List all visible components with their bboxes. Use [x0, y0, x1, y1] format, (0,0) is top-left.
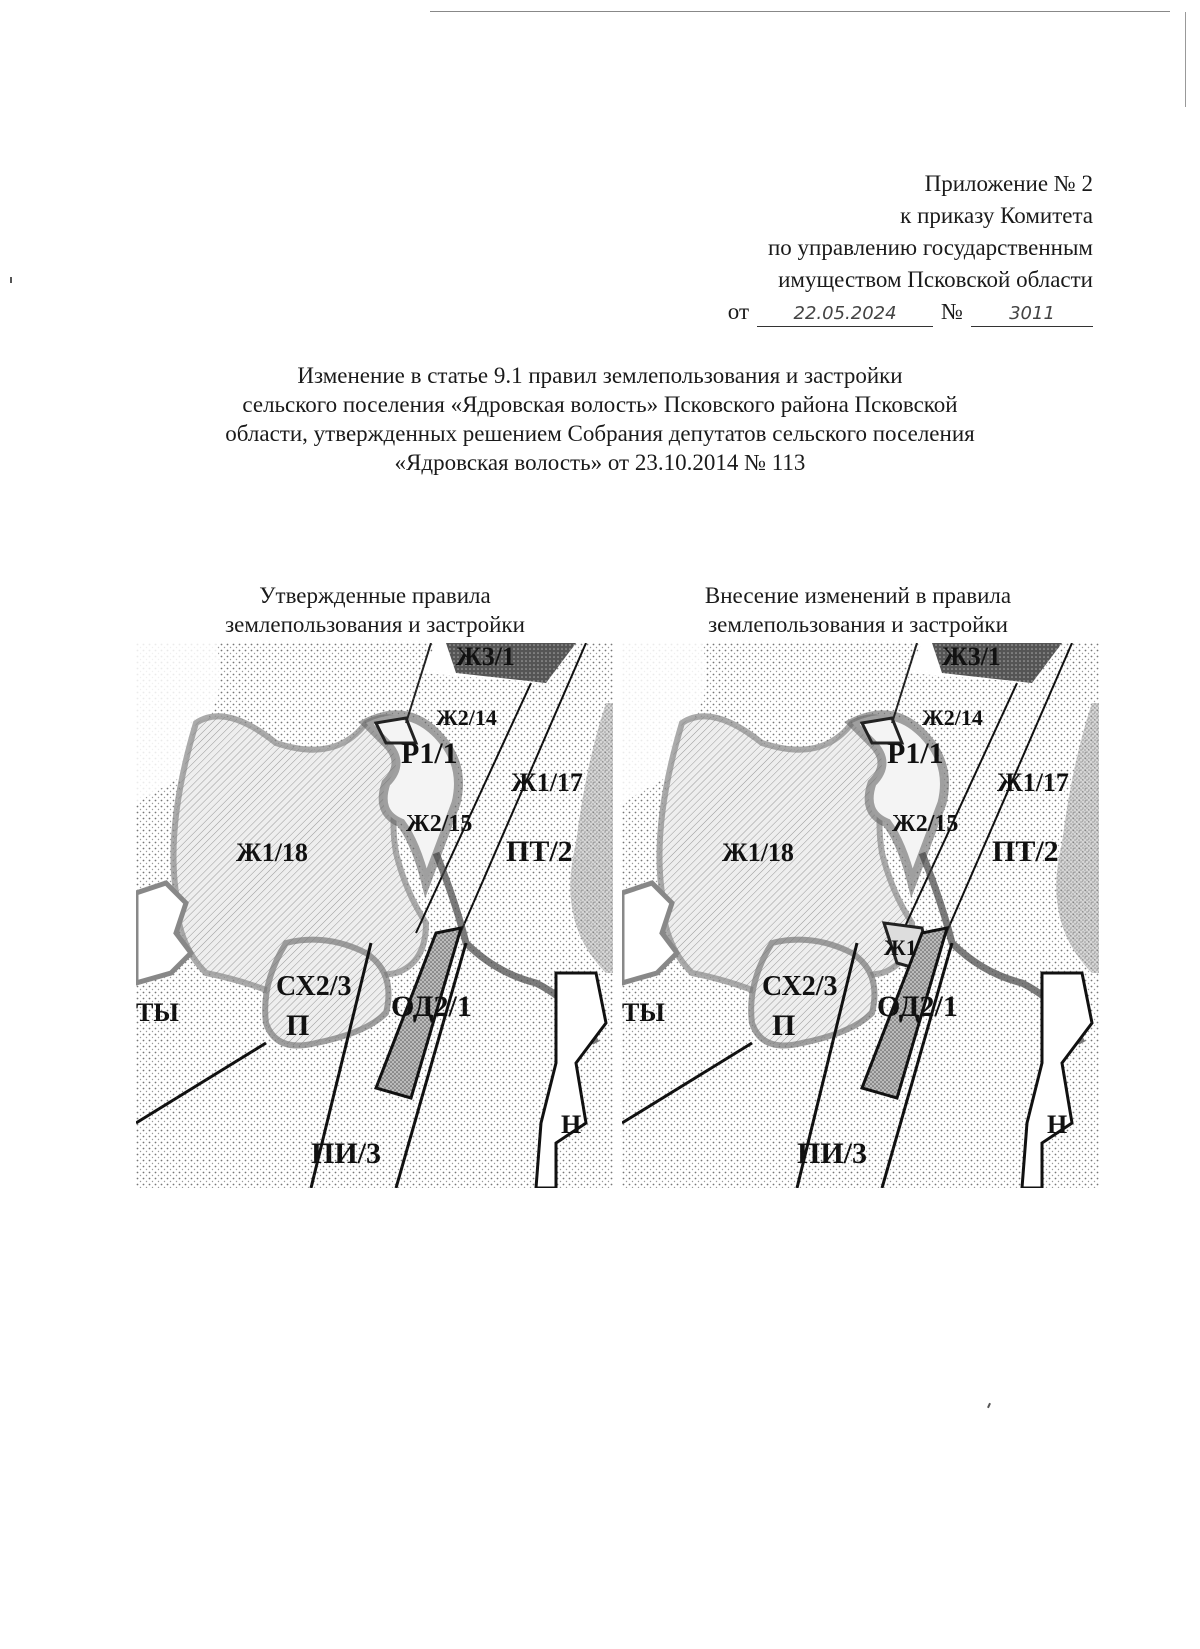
label-sx2-3: СХ2/3 [276, 971, 352, 1002]
caption-line: землепользования и застройки [225, 612, 525, 637]
label-ty: ТЫ [622, 998, 665, 1027]
scan-speck [987, 1403, 991, 1408]
label-zh2-14: Ж2/14 [436, 705, 497, 730]
zoning-map-right [622, 643, 1099, 1188]
title-line: Изменение в статье 9.1 правил землепользования и застройки [297, 363, 903, 388]
label-r1-1: Р1/1 [401, 737, 458, 770]
appendix-order-ref: к приказу Комитета [900, 203, 1093, 228]
appendix-number: Приложение № 2 [924, 171, 1093, 196]
handwritten-number: 3011 [971, 302, 1093, 327]
number-label: № [941, 299, 963, 324]
label-zh1-18: Ж1/18 [722, 838, 794, 867]
scan-edge-line [430, 11, 1170, 12]
label-zh1-17: Ж1/17 [997, 768, 1069, 797]
label-zh1-17: Ж1/17 [511, 768, 583, 797]
label-od2-1: ОД2/1 [877, 990, 958, 1023]
scan-edge-line [1185, 12, 1186, 107]
appendix-header [728, 168, 1093, 328]
title-line: области, утвержденных решением Собрания депутатов сельского поселения [225, 421, 975, 446]
label-zh3-1: Ж3/1 [456, 643, 515, 671]
label-zh1: Ж1 [884, 935, 917, 960]
left-map-caption [190, 581, 560, 639]
label-pt-2: ПТ/2 [992, 835, 1059, 868]
scan-speck [10, 277, 12, 283]
zoning-map-left [136, 643, 613, 1188]
title-line: «Ядровская волость» от 23.10.2014 № 113 [394, 450, 806, 475]
label-zh2-15: Ж2/15 [892, 811, 959, 837]
label-zh1-18: Ж1/18 [236, 838, 308, 867]
label-pi-3: ПИ/3 [797, 1137, 868, 1170]
document-title [150, 361, 1050, 477]
appendix-committee: по управлению государственным [768, 235, 1093, 260]
caption-line: землепользования и застройки [708, 612, 1008, 637]
label-od2-1: ОД2/1 [391, 990, 472, 1023]
approved-rules-map [136, 643, 613, 1188]
label-r1-1: Р1/1 [887, 737, 944, 770]
order-date-number-line [728, 296, 1093, 328]
label-zh3-1: Ж3/1 [942, 643, 1001, 671]
amended-rules-map [622, 643, 1099, 1188]
caption-line: Утвержденные правила [259, 583, 491, 608]
appendix-region: имуществом Псковской области [778, 267, 1093, 292]
title-line: сельского поселения «Ядровская волость» Псковского района Псковской [242, 392, 958, 417]
label-p: П [772, 1009, 796, 1042]
label-p: П [286, 1009, 310, 1042]
label-sx2-3: СХ2/3 [762, 971, 838, 1002]
from-label: от [727, 299, 750, 324]
caption-line: Внесение изменений в правила [704, 583, 1012, 608]
right-map-caption [668, 581, 1048, 639]
label-pt-2: ПТ/2 [506, 835, 573, 868]
label-n: Н [1047, 1110, 1068, 1139]
handwritten-date: 22.05.2024 [757, 302, 933, 327]
label-zh2-14: Ж2/14 [922, 705, 983, 730]
label-zh2-15: Ж2/15 [406, 811, 473, 837]
label-pi-3: ПИ/3 [311, 1137, 382, 1170]
label-n: Н [561, 1110, 582, 1139]
label-ty: ТЫ [136, 998, 179, 1027]
